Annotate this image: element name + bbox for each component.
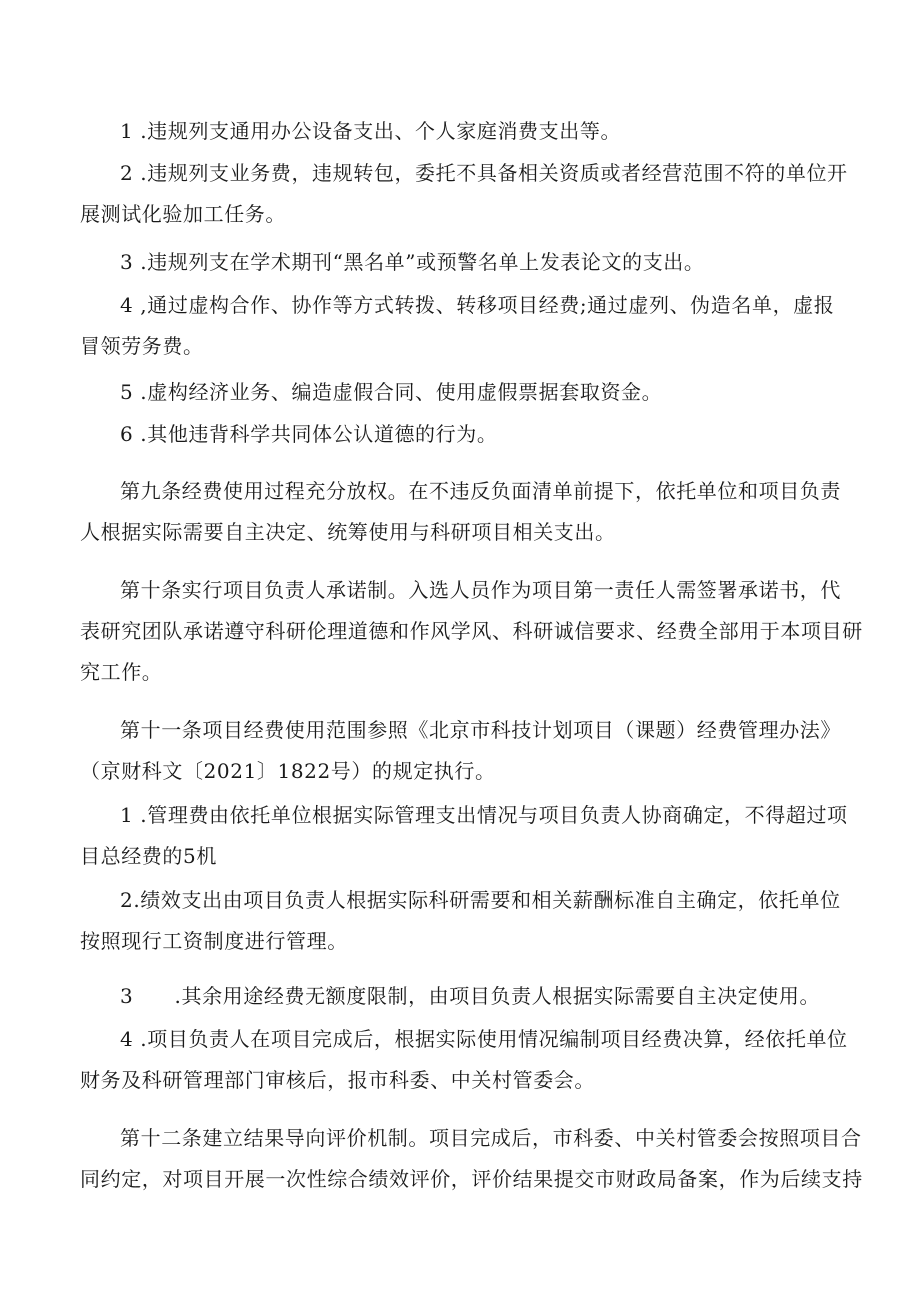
text-line: 5 .虚构经济业务、编造虚假合同、使用虚假票据套取资金。 [120,380,663,404]
text-line: 按照现行工资制度进行管理。 [80,929,348,953]
paragraph-item-6 [80,414,840,455]
text-line: 第十一条项目经费使用范围参照《北京市科技计划项目（课题）经费管理办法》 [120,718,841,742]
article-11-item-2 [80,880,840,962]
text-line: 4 ,通过虚构合作、协作等方式转拨、转移项目经费;通过虚列、伪造名单，虚报 [120,293,835,317]
paragraph-item-4 [80,285,840,367]
paragraph-item-1 [80,111,840,152]
text-line: 人根据实际需要自主决定、统筹使用与科研项目相关支出。 [80,520,616,544]
text-line: 3 .其余用途经费无额度限制，由项目负责人根据实际需要自主决定使用。 [120,984,821,1008]
article-10 [80,570,863,693]
text-line: 第九条经费使用过程充分放权。在不违反负面清单前提下，依托单位和项目负责 [120,479,841,503]
text-line: 同约定，对项目开展一次性综合绩效评价，评价结果提交市财政局备案，作为后续支持 [80,1167,863,1191]
text-line: （京财科文〔2021〕1822号）的规定执行。 [80,759,496,783]
article-12 [80,1118,863,1200]
text-line: 6 .其他违背科学共同体公认道德的行为。 [120,422,498,446]
text-line: 目总经费的5机 [80,844,217,868]
text-line: 2 .违规列支业务费，违规转包，委托不具备相关资质或者经营范围不符的单位开 [120,161,848,185]
text-line: 财务及科研管理部门审核后，报市科委、中关村管委会。 [80,1068,595,1092]
text-line: 展测试化验加工任务。 [80,202,286,226]
text-line: 3 .违规列支在学术期刊“黑名单”或预警名单上发表论文的支出。 [120,250,705,274]
article-11-item-3 [80,976,840,1017]
text-line: 2.绩效支出由项目负责人根据实际科研需要和相关薪酬标准自主确定，依托单位 [120,888,841,912]
article-11 [80,710,840,792]
text-line: 1 .违规列支通用办公设备支出、个人家庭消费支出等。 [120,119,622,143]
article-9 [80,471,840,553]
article-11-item-4 [80,1019,848,1101]
paragraph-item-2 [80,153,848,235]
text-line: 1 .管理费由依托单位根据实际管理支出情况与项目负责人协商确定，不得超过项 [120,803,848,827]
paragraph-item-3 [80,242,840,283]
paragraph-item-5 [80,372,840,413]
text-line: 第十条实行项目负责人承诺制。入选人员作为项目第一责任人需签署承诺书，代 [120,578,841,602]
text-line: 4 .项目负责人在项目完成后，根据实际使用情况编制项目经费决算，经依托单位 [120,1027,848,1051]
article-11-item-1 [80,795,848,877]
text-line: 第十二条建立结果导向评价机制。项目完成后，市科委、中关村管委会按照项目合 [120,1126,862,1150]
text-line: 表研究团队承诺遵守科研伦理道德和作风学风、科研诚信要求、经费全部用于本项目研 [80,619,863,643]
text-line: 究工作。 [80,660,163,684]
text-line: 冒领劳务费。 [80,334,204,358]
